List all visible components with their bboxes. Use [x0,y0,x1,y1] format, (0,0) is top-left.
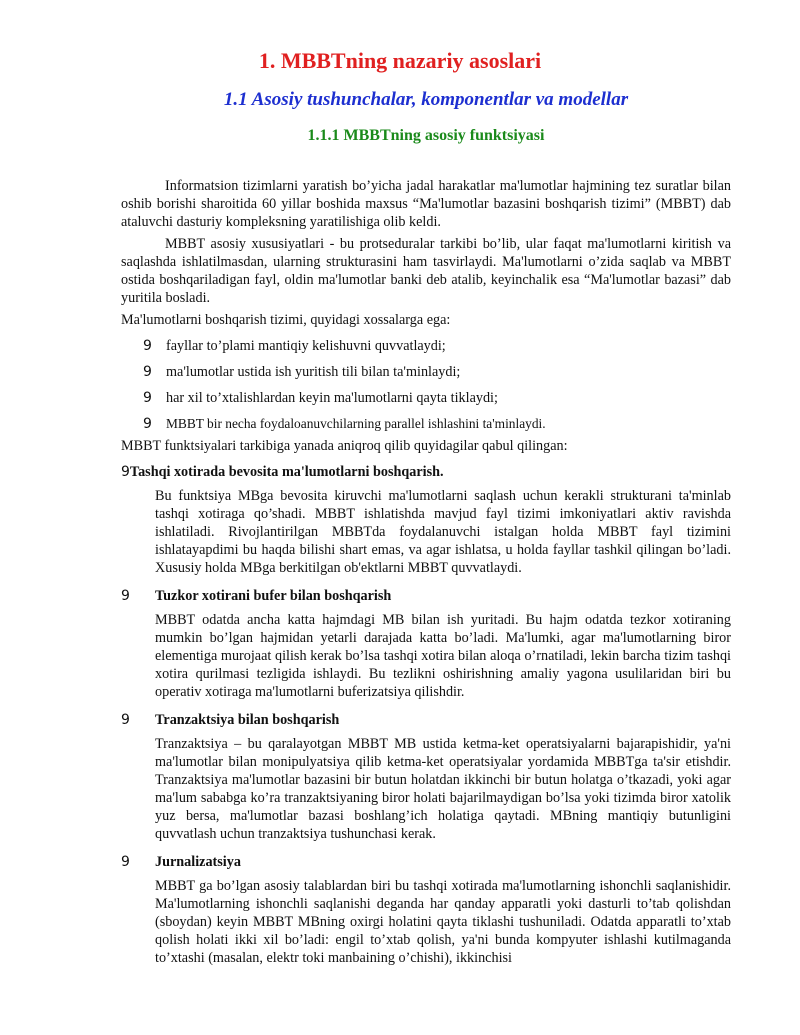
feature-item [121,337,731,355]
bullet-marker: 9 [143,364,152,380]
features-intro: Ma'lumotlarni boshqarish tizimi, quyidagi xossalarga ega: [121,312,451,328]
functions-intro: MBBT funktsiyalari tarkibiga yanada aniqroq qilib quyidagilar qabul qilingan: [121,438,568,454]
subsection-heading: 1.1.1 MBBTning asosiy funktsiyasi [307,127,545,144]
section-heading: 1.1 Asosiy tushunchalar, komponentlar va modellar [223,89,629,110]
section-title: 9 Jurnalizatsiya [121,854,241,870]
bullet-marker: 9 [121,712,130,728]
section-title: 9Tashqi xotirada bevosita ma'lumotlarni boshqarish. [121,464,444,480]
feature-text: MBBT bir necha foydaloanuvchilarning parallel ishlashini ta'minlaydi. [166,416,546,431]
section-text: MBBT odatda ancha katta hajmdagi MB bilan ish yuritadi. Bu hajm odatda tezkor xotiraning mumkin bo’lgan hajmidan yetarli darajada katta bo’ladi. Ma'lumki, agar ma'lumotlarning biror elementiga murojaat qilish kerak bo’lsa tashqi xotira bilan aloqa o’rnatiladi, lekin barcha tizim tashqi xotira qurilmasi tezligida ishlaydi. Bu tezlikni oshirishning amaliy yagona usulilaridan biri bu operativ xotiraga ma'lumotlarni buferizatsiya qilishdir. [155,612,731,700]
bullet-marker: 9 [121,854,130,870]
section-title: 9 Tranzaktsiya bilan boshqarish [121,712,340,728]
bullet-marker: 9 [143,338,152,354]
bullet-marker: 9 [143,416,152,432]
chapter-heading: 1. MBBTning nazariy asoslari [258,48,542,73]
intro-paragraph: MBBT asosiy xususiyatlari - bu protseduralar tarkibi bo’lib, ular faqat ma'lumotlarni kiritish va saqlashda ishlatilmasdan, ularning strukturasini ham tasvirlaydi. Ma'lumotlarni o’zida saqlab va MBBT ostida boshqariladigan fayl, oldin ma'lumotlar banki deb atalib, keyinchalik esa “Ma'lumotlar bazasi” dab yuritila bosladi. [121,236,731,306]
document-body [121,177,731,967]
feature-text: har xil to’xtalishlardan keyin ma'lumotlarni qayta tiklaydi; [166,390,498,406]
feature-item [121,389,731,407]
feature-text: ma'lumotlar ustida ish yuritish tili bilan ta'minlaydi; [166,364,461,380]
feature-item [121,363,731,381]
section-text: Tranzaktsiya – bu qaralayotgan MBBT MB ustida ketma-ket operatsiyalarni bajarарishidir, ya'ni ma'lumotlar bilan monipulyatsiya qilib ketma-ket operatsiyalar yordamida MBBTga ta'sir etishdir. Tranzaktsiya ma'lumotlar bazasini bir butun holatdan ikkinchi bir butun holatga o’tkazadi, yoki agar ma'lum sababga ko’ra tranzaktsiyaning biror holati bajarilmaydigan bo’lsa yoki tizimda biror xatolik yuz bersa, ma'lumotlar bazasi boshlang’ich holatiga qaytadi. MBning mantiqiy butunligini quvvatlash uchun tranzaktsiya tushunchasi kerak. [155,736,731,842]
intro-paragraph: Informatsion tizimlarni yaratish bo’yicha jadal harakatlar ma'lumotlar hajmining tez suratlar bilan oshib borishi sharoitida 60 yillar boshida maxsus “Ma'lumotlar bazasini boshqarish tizimi” (MBBT) dab ataluvchi dasturiy kompleksning yaratilishiga olib keldi. [121,178,731,230]
section-title: 9 Tuzkor xotirani bufer bilan boshqarish [121,588,392,604]
bullet-marker: 9 [143,390,152,406]
bullet-marker: 9 [121,588,130,604]
bullet-marker: 9 [121,464,130,480]
feature-text: fayllar to’plami mantiqiy kelishuvni quvvatlaydi; [166,338,446,354]
feature-item [121,415,731,433]
section-text: MBBT ga bo’lgan asosiy talablardan biri bu tashqi xotirada ma'lumotlarning ishonchli saqlanishidir. Ma'lumotlarning ishonchli saqlanishi deganda har qanday apparatli yoki dasturli to’tab qolishdan (sboydan) keyin MBBT MBning oxirgi holatini qayta tiklashi tushuniladi. Odatda apparatli to’xtab qolish holati ikki xil bo’ladi: engil to’xtab qolish, ya'ni bunda kompyuter ishlashi kutilmaganda to’xtashi (masalan, elektr toki manbaining o’chishi), ikkinchisi [155,878,731,966]
section-text: Bu funktsiya MBga bevosita kiruvchi ma'lumotlarni saqlash uchun kerakli strukturani ta'minlab tashqi xotiraga qo’shadi. MBBT ishlatishda mavjud fayl tizimi imkoniyatlari aktiv ravishda ishlatiladi. Rivojlantirilgan MBBTda foydalanuvchi istalgan holda MBBT fayl tizimini ishlatayapdimi bu haqda bilishi shart emas, va agar ishlatsa, u holda fayllar tashkil qilingan bo’ladi. Xususiy holda MBga berkitilgan ob'ektlarni MBBT quvvatlaydi. [155,488,731,576]
